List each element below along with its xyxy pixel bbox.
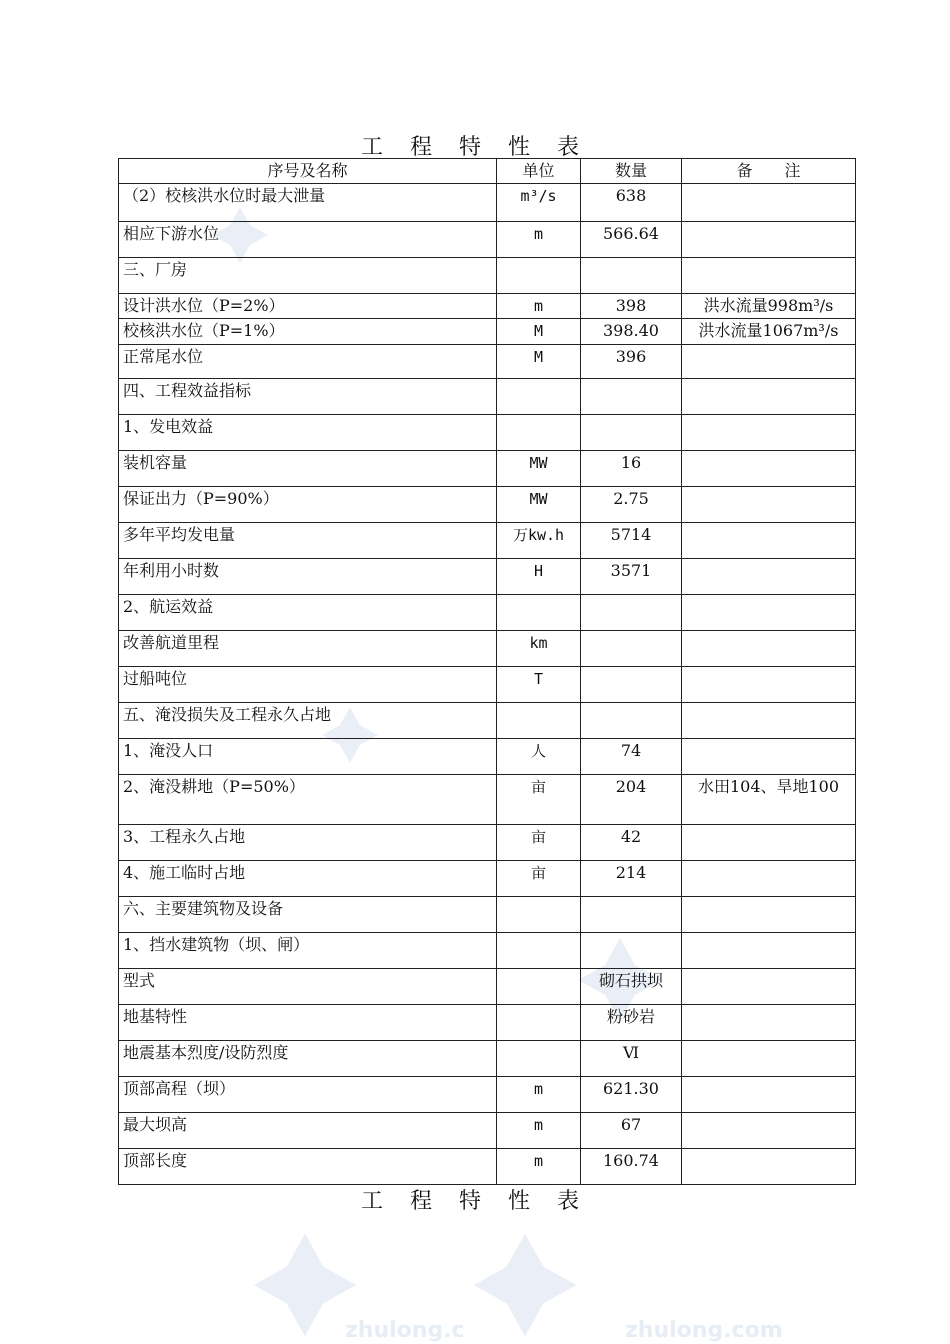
cell-name: 过船吨位 [119,667,497,703]
cell-note: 洪水流量998m³/s [682,294,856,319]
cell-qty: 396 [581,345,682,379]
cell-qty [581,703,682,739]
cell-unit: H [497,559,581,595]
cell-note [682,1149,856,1185]
table-row [119,487,856,523]
table-row [119,415,856,451]
table-row [119,258,856,294]
header-qty: 数量 [581,159,682,184]
cell-name: 装机容量 [119,451,497,487]
table-row [119,775,856,825]
cell-qty: 粉砂岩 [581,1005,682,1041]
cell-unit: MW [497,487,581,523]
cell-qty: 398 [581,294,682,319]
cell-name: 2、淹没耕地（P=50%） [119,775,497,825]
cell-note [682,258,856,294]
cell-name: 1、淹没人口 [119,739,497,775]
cell-name: （2）校核洪水位时最大泄量 [119,184,497,222]
table-row [119,703,856,739]
cell-name: 2、航运效益 [119,595,497,631]
cell-unit: km [497,631,581,667]
cell-note [682,415,856,451]
cell-name: 年利用小时数 [119,559,497,595]
cell-note [682,969,856,1005]
cell-unit: M [497,345,581,379]
cell-note [682,345,856,379]
cell-name: 顶部高程（坝） [119,1077,497,1113]
cell-name: 改善航道里程 [119,631,497,667]
cell-name: 1、发电效益 [119,415,497,451]
cell-qty: 160.74 [581,1149,682,1185]
cell-qty: 566.64 [581,222,682,258]
cell-unit: m [497,222,581,258]
cell-note [682,1041,856,1077]
cell-name: 设计洪水位（P=2%） [119,294,497,319]
cell-unit [497,379,581,415]
cell-qty [581,595,682,631]
cell-qty: 3571 [581,559,682,595]
cell-unit [497,897,581,933]
cell-qty: 621.30 [581,1077,682,1113]
cell-name: 多年平均发电量 [119,523,497,559]
spec-table [118,158,856,1185]
cell-note [682,897,856,933]
cell-unit: 亩 [497,861,581,897]
table-row [119,451,856,487]
cell-note [682,1113,856,1149]
cell-name: 最大坝高 [119,1113,497,1149]
cell-qty: 42 [581,825,682,861]
table-row [119,631,856,667]
cell-unit: 亩 [497,825,581,861]
cell-qty: 638 [581,184,682,222]
cell-qty: 67 [581,1113,682,1149]
cell-note [682,631,856,667]
cell-note [682,222,856,258]
table-row [119,861,856,897]
cell-unit: m [497,1077,581,1113]
table-row [119,1113,856,1149]
cell-note [682,933,856,969]
cell-qty [581,933,682,969]
cell-note [682,523,856,559]
table-row [119,1041,856,1077]
cell-name: 四、工程效益指标 [119,379,497,415]
cell-unit [497,1041,581,1077]
cell-name: 六、主要建筑物及设备 [119,897,497,933]
page-title: 工 程 特 性 表 [361,135,589,160]
cell-name: 地震基本烈度/设防烈度 [119,1041,497,1077]
cell-note [682,739,856,775]
table-row [119,345,856,379]
cell-unit [497,703,581,739]
cell-note [682,379,856,415]
cell-qty [581,631,682,667]
cell-qty: 16 [581,451,682,487]
watermark-text: zhulong.c [345,1318,465,1343]
cell-note [682,451,856,487]
table-row [119,319,856,345]
cell-name: 1、挡水建筑物（坝、闸） [119,933,497,969]
watermark-logo-icon [250,1230,360,1340]
table-row [119,595,856,631]
watermark-logo-icon [470,1230,580,1340]
table-row [119,184,856,222]
cell-unit: m [497,294,581,319]
cell-note [682,184,856,222]
cell-qty: 5714 [581,523,682,559]
cell-unit [497,933,581,969]
table-row [119,294,856,319]
cell-qty: 214 [581,861,682,897]
cell-unit [497,415,581,451]
cell-unit [497,595,581,631]
cell-name: 地基特性 [119,1005,497,1041]
cell-note [682,1005,856,1041]
cell-qty [581,897,682,933]
cell-name: 相应下游水位 [119,222,497,258]
cell-note [682,595,856,631]
header-name: 序号及名称 [119,159,497,184]
cell-unit: T [497,667,581,703]
cell-qty: 2.75 [581,487,682,523]
table-row [119,897,856,933]
header-note: 备 注 [682,159,856,184]
cell-qty [581,379,682,415]
cell-note [682,487,856,523]
cell-unit: 人 [497,739,581,775]
cell-name: 4、施工临时占地 [119,861,497,897]
table-row [119,933,856,969]
cell-qty [581,258,682,294]
cell-qty: 砌石拱坝 [581,969,682,1005]
header-unit: 单位 [497,159,581,184]
table-row [119,523,856,559]
cell-note: 水田104、旱地100 [682,775,856,825]
cell-unit [497,969,581,1005]
cell-qty: Ⅵ [581,1041,682,1077]
cell-note [682,861,856,897]
cell-unit: m [497,1149,581,1185]
cell-note [682,667,856,703]
cell-note [682,825,856,861]
cell-name: 校核洪水位（P=1%） [119,319,497,345]
cell-name: 型式 [119,969,497,1005]
page-title-repeat: 工 程 特 性 表 [361,1189,589,1214]
cell-unit [497,258,581,294]
cell-qty [581,415,682,451]
cell-unit: 万kw.h [497,523,581,559]
table-row [119,379,856,415]
table-row [119,1077,856,1113]
cell-name: 正常尾水位 [119,345,497,379]
cell-unit: m [497,1113,581,1149]
cell-name: 3、工程永久占地 [119,825,497,861]
cell-name: 三、厂房 [119,258,497,294]
cell-unit: MW [497,451,581,487]
cell-qty: 398.40 [581,319,682,345]
cell-unit: 亩 [497,775,581,825]
cell-name: 顶部长度 [119,1149,497,1185]
cell-unit: m³/s [497,184,581,222]
table-row [119,222,856,258]
table-row [119,667,856,703]
table-row [119,825,856,861]
table-row [119,739,856,775]
watermark-text: zhulong.com [625,1318,783,1343]
cell-unit [497,1005,581,1041]
table-row [119,1149,856,1185]
cell-note: 洪水流量1067m³/s [682,319,856,345]
table-row [119,1005,856,1041]
cell-qty: 204 [581,775,682,825]
table-row [119,969,856,1005]
table-header-row [119,159,856,184]
cell-name: 五、淹没损失及工程永久占地 [119,703,497,739]
cell-unit: M [497,319,581,345]
cell-name: 保证出力（P=90%） [119,487,497,523]
cell-qty [581,667,682,703]
cell-note [682,703,856,739]
cell-note [682,1077,856,1113]
cell-note [682,559,856,595]
table-row [119,559,856,595]
cell-qty: 74 [581,739,682,775]
